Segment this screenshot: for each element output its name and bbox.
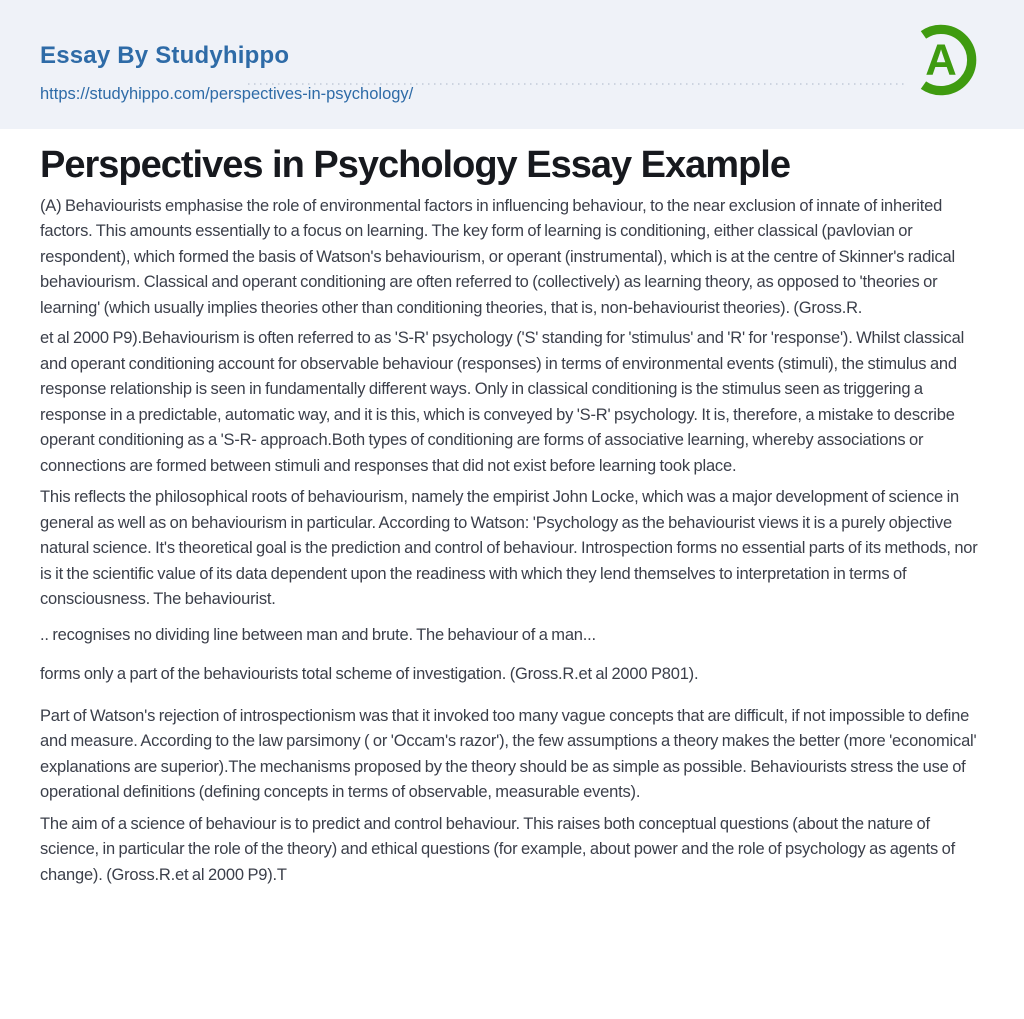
essay-paragraph-5: forms only a part of the behaviourists total scheme of investigation. (Gross.R.et al 2000 P801).	[40, 665, 699, 684]
essay-paragraph-1: (A) Behaviourists emphasise the role of environmental factors in influencing behaviour, to the near exclusion of innate of inherited factors. This amounts essentially to a focus on learning. The key form of learning is conditioning, either classical (pavlovian or respondent), which formed the basis of Watson's behaviourism, or operant (instrumental), which is at the centre of Skinner's radical behaviourism. Classical and operant conditioning are often referred to (collectively) as learning theory, as opposed to 'theories or learning' (which usually implies theories other than conditioning theories, that is, non-behaviourist theories). (Gross.R.	[40, 196, 956, 317]
essay-article	[0, 143, 1024, 888]
logo-arc	[899, 18, 983, 102]
essay-title: Perspectives in Psychology Essay Example	[40, 144, 790, 186]
page-header	[0, 0, 1024, 129]
logo-letter: A	[925, 35, 957, 85]
page-url-link[interactable]: https://studyhippo.com/perspectives-in-psychology/	[40, 85, 414, 103]
site-label: Essay By Studyhippo	[40, 42, 290, 69]
essay-paragraph-4: .. recognises no dividing line between man and brute. The behaviour of a man...	[40, 625, 596, 644]
essay-paragraph-2: et al 2000 P9).Behaviourism is often referred to as 'S-R' psychology ('S' standing for 'stimulus' and 'R' for 'response'). Whilst classical and operant conditioning account for observable behaviour (responses) in terms of environmental events (stimuli), the stimulus and response relationship is seen in fundamentally different ways. Only in classical conditioning is the stimulus seen as triggering a response in a predictable, automatic way, and it is this, which is conveyed by 'S-R' psychology. It is, therefore, a mistake to describe operant conditioning as a 'S-R- approach.Both types of conditioning are forms of associative learning, whereby associations or connections are formed between stimuli and responses that did not exist before learning took place.	[40, 329, 965, 475]
essay-paragraph-6: Part of Watson's rejection of introspectionism was that it invoked too many vague concepts that are difficult, if not impossible to define and measure. According to the law parsimony ( or 'Occam's razor'), the few assumptions a theory makes the better (more 'economical' explanations are superior).The mechanisms proposed by the theory should be as simple as possible. Behaviourists stress the use of operational definitions (defining concepts in terms of observable, measurable events).	[40, 706, 977, 802]
studyhippo-logo-icon	[899, 18, 983, 102]
essay-paragraph-7: The aim of a science of behaviour is to predict and control behaviour. This raises both conceptual questions (about the nature of science, in particular the role of the theory) and ethical questions (for example, about power and the role of psychology as agents of change). (Gross.R.et al 2000 P9).T	[40, 814, 955, 884]
essay-paragraph-3: This reflects the philosophical roots of behaviourism, namely the empirist John Locke, which was a major development of science in general as well as on behaviourism in particular. According to Watson: 'Psychology as the behaviourist views it is a purely objective natural science. It's theoretical goal is the prediction and control of behaviour. Introspection forms no essential parts of its methods, nor is it the scientific value of its data dependent upon the readiness with which they lend themselves to interpretation in terms of consciousness. The behaviourist.	[40, 488, 978, 609]
